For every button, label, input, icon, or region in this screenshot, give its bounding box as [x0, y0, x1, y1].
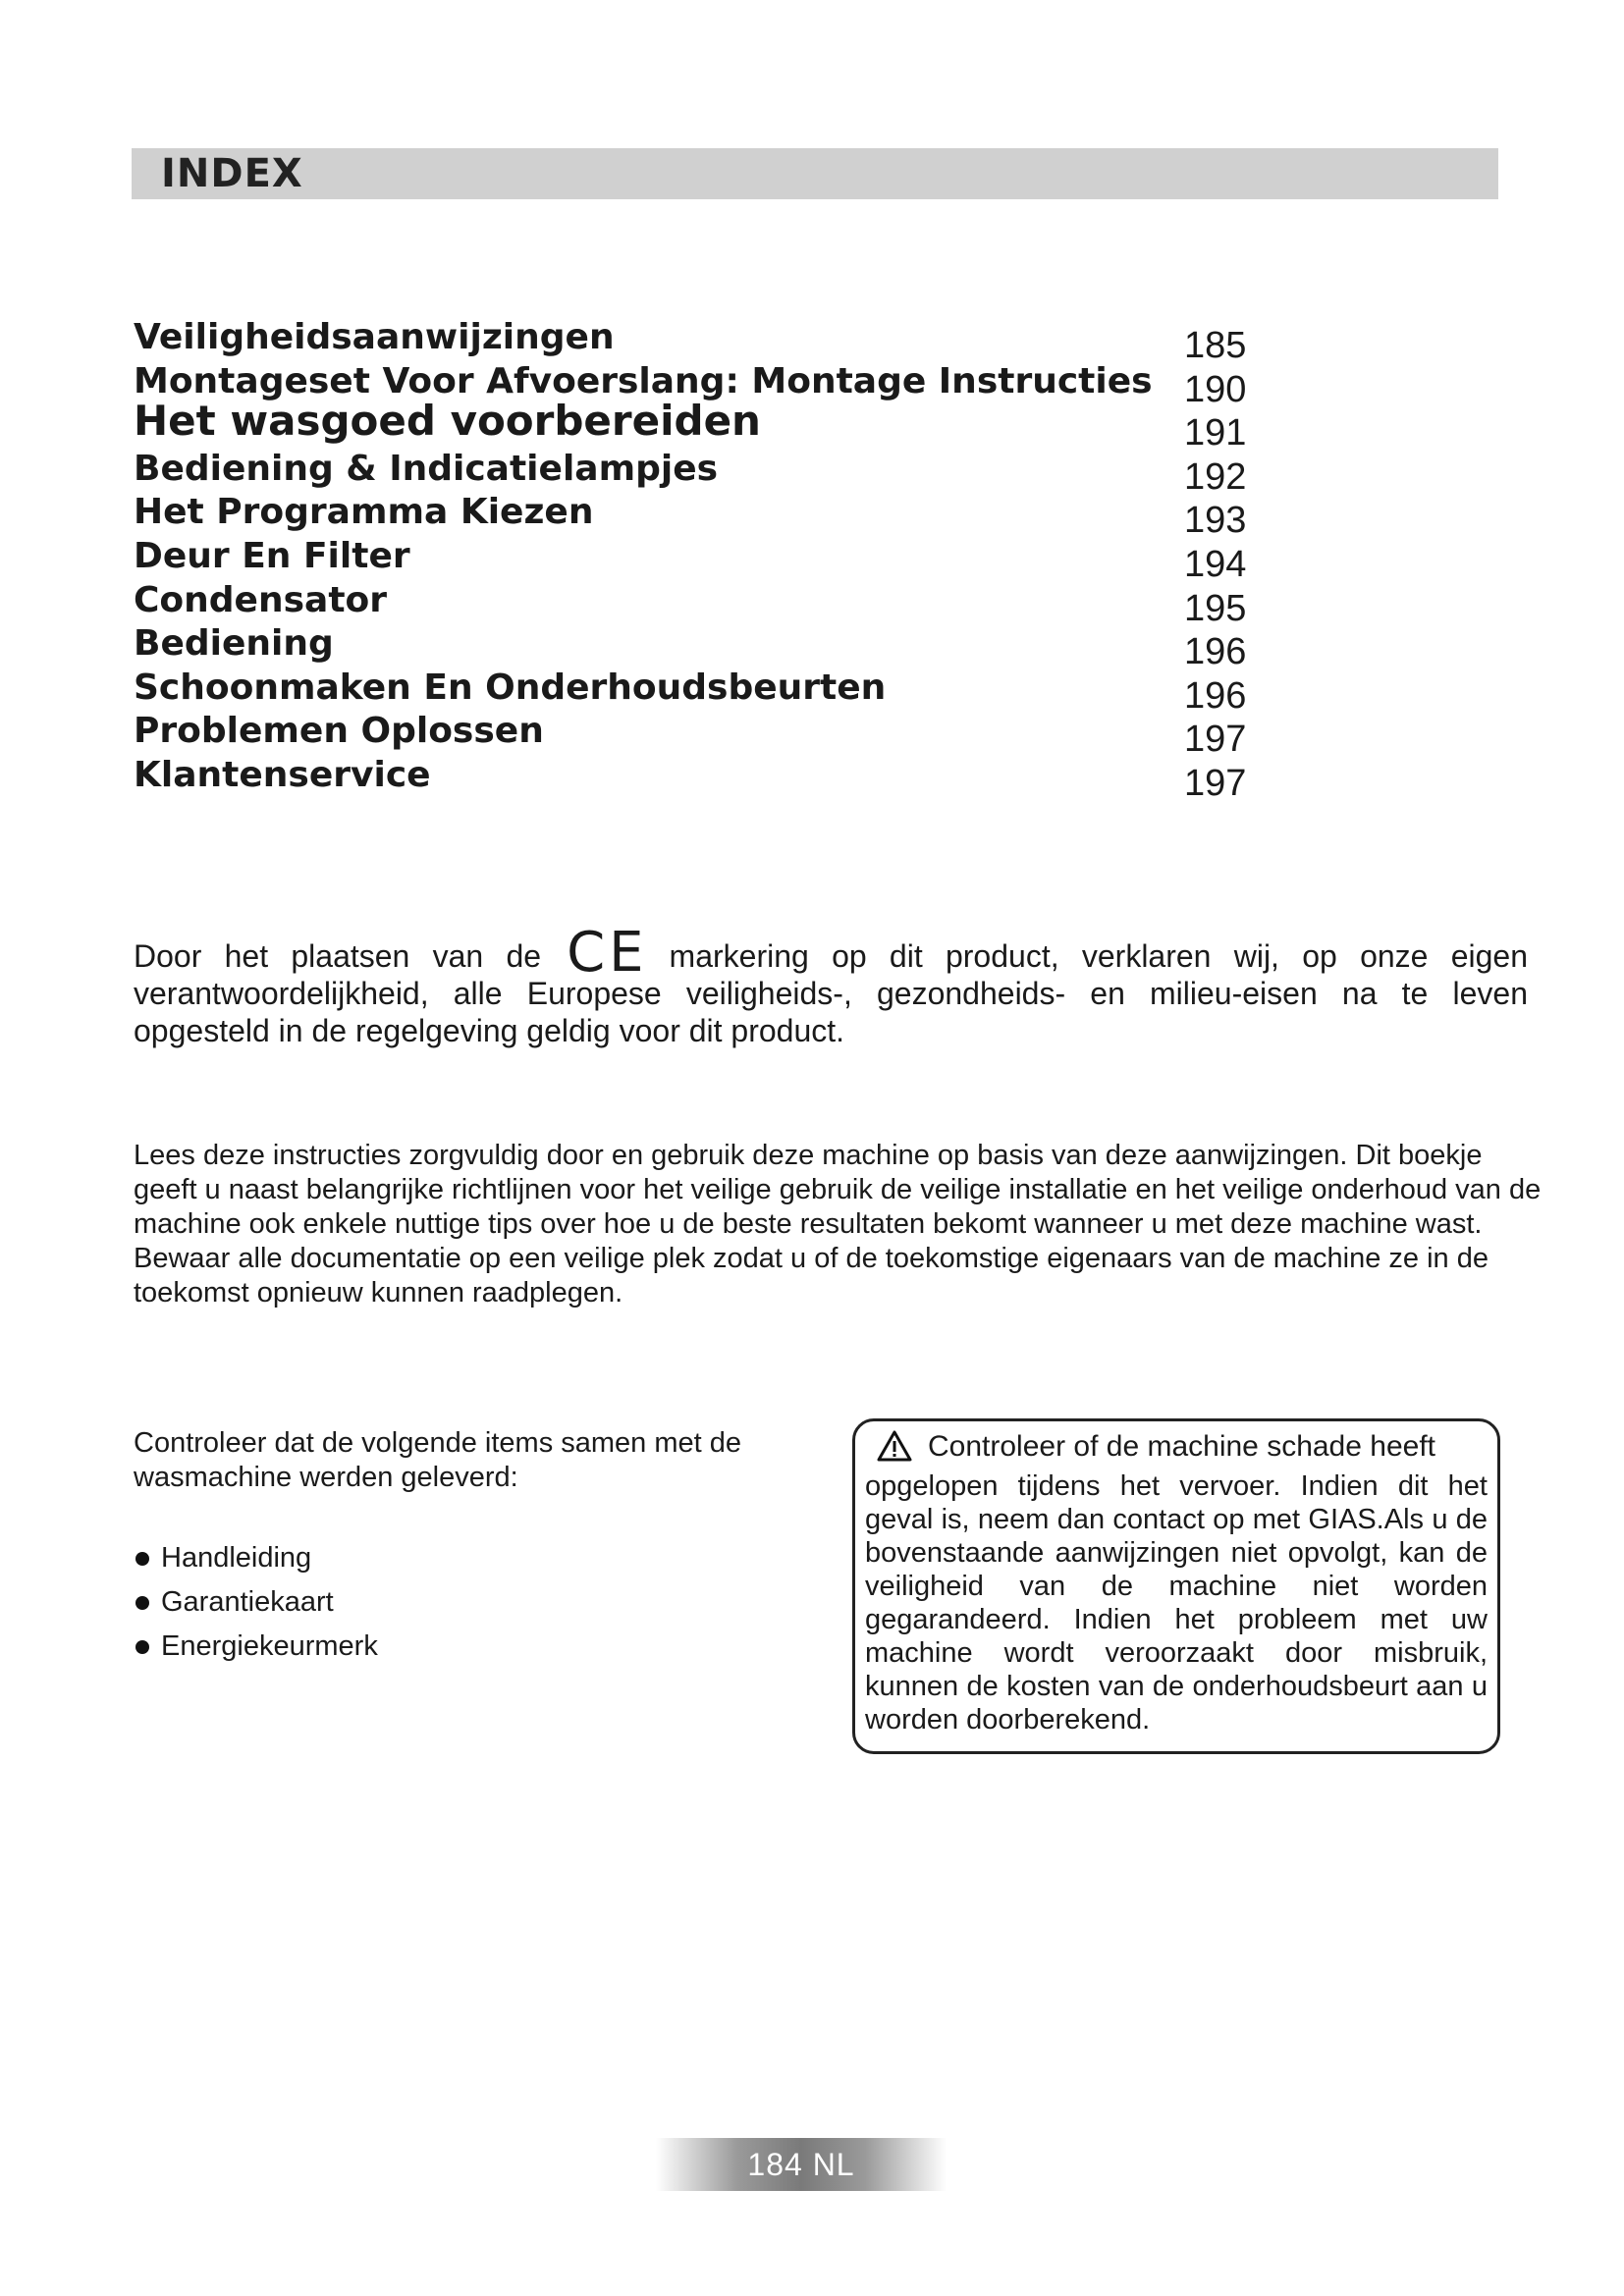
toc-row[interactable] [134, 491, 1253, 542]
toc-label: Klantenservice [134, 754, 431, 795]
page-title: INDEX [161, 151, 303, 196]
toc-label: Het Programma Kiezen [134, 492, 594, 533]
damage-warning-box [852, 1418, 1500, 1754]
ce-text-before: Door het plaatsen van de [134, 938, 542, 974]
toc-row[interactable] [134, 667, 1253, 717]
delivery-checklist [134, 1426, 821, 1669]
toc-page-number: 193 [1184, 500, 1247, 542]
toc-label: Problemen Oplossen [134, 711, 544, 752]
toc-label: Condensator [134, 579, 388, 620]
table-of-contents [134, 316, 1253, 804]
toc-label: Veiligheidsaanwijzingen [134, 317, 615, 357]
toc-page-number: 191 [1184, 412, 1247, 454]
toc-label: Deur En Filter [134, 535, 410, 576]
toc-label: Montageset Voor Afvoerslang: Montage Instructies [134, 360, 1153, 401]
toc-page-number: 194 [1184, 543, 1247, 585]
toc-row[interactable] [134, 710, 1253, 761]
toc-page-number: 190 [1184, 368, 1247, 410]
list-item: Garantiekaart [134, 1580, 821, 1625]
toc-label: Bediening & Indicatielampjes [134, 448, 719, 489]
toc-page-number: 197 [1184, 762, 1247, 804]
warning-heading [865, 1429, 1488, 1469]
toc-label: Schoonmaken En Onderhoudsbeurten [134, 667, 887, 708]
toc-page-number: 185 [1184, 325, 1247, 366]
list-item: Handleiding [134, 1536, 821, 1580]
ce-declaration [134, 921, 1529, 1049]
toc-row[interactable] [134, 448, 1253, 498]
page-number: 184 NL [747, 2147, 855, 2182]
intro-paragraph-1: Lees deze instructies zorgvuldig door en gebruik deze machine op basis van deze aanwijzingen. Dit boekje geeft u naast belangrijke richtlijnen voor het veilige gebruik de veilige installatie en het veilige onderhoud van de machine ook enkele nuttige tips over hoe u de beste resultaten bekomt wanneer u met deze machine wast. [134, 1140, 1542, 1240]
toc-label: Het wasgoed voorbereiden [134, 397, 761, 446]
checklist-intro: Controleer dat de volgende items samen met de wasmachine werden geleverd: [134, 1427, 742, 1493]
warning-head-text: Controleer of de machine schade heeft [928, 1430, 1435, 1463]
ce-text-after: markering op dit product, verklaren wij, op onze eigen verantwoordelijkheid, alle Europese veiligheids-, gezondheids- en milieu-eisen na te leven opgesteld in de regelgeving geldig voor dit product. [134, 938, 1529, 1048]
warning-body-text: opgelopen tijdens het vervoer. Indien dit het geval is, neem dan contact op met GIAS.Als u de bovenstaande aanwijzingen niet opvolgt, kan de veiligheid van de machine niet worden gegarandeerd. Indien het probleem met uw machine wordt veroorzaakt door misbruik, kunnen de kosten van de onderhoudsbeurt aan u worden doorberekend. [865, 1470, 1488, 1735]
toc-page-number: 196 [1184, 674, 1247, 717]
toc-row[interactable] [134, 316, 1253, 366]
toc-label: Bediening [134, 623, 334, 665]
toc-page-number: 192 [1184, 455, 1247, 498]
toc-row[interactable] [134, 622, 1253, 673]
list-item: Energiekeurmerk [134, 1625, 821, 1669]
intro-text [134, 1139, 1547, 1310]
index-header-bar [132, 148, 1498, 199]
toc-page-number: 195 [1184, 587, 1247, 629]
toc-row[interactable] [134, 397, 1253, 454]
intro-paragraph-2: Bewaar alle documentatie op een veilige plek zodat u of de toekomstige eigenaars van de machine ze in de toekomst opnieuw kunnen raadplegen. [134, 1243, 1489, 1308]
toc-row[interactable] [134, 535, 1253, 585]
ce-mark-icon: CE [567, 921, 648, 985]
toc-page-number: 197 [1184, 719, 1247, 761]
page-footer [656, 2138, 947, 2191]
toc-row[interactable] [134, 579, 1253, 629]
warning-triangle-icon [877, 1430, 912, 1469]
toc-row[interactable] [134, 754, 1253, 804]
checklist-items [134, 1536, 821, 1669]
toc-page-number: 196 [1184, 631, 1247, 673]
